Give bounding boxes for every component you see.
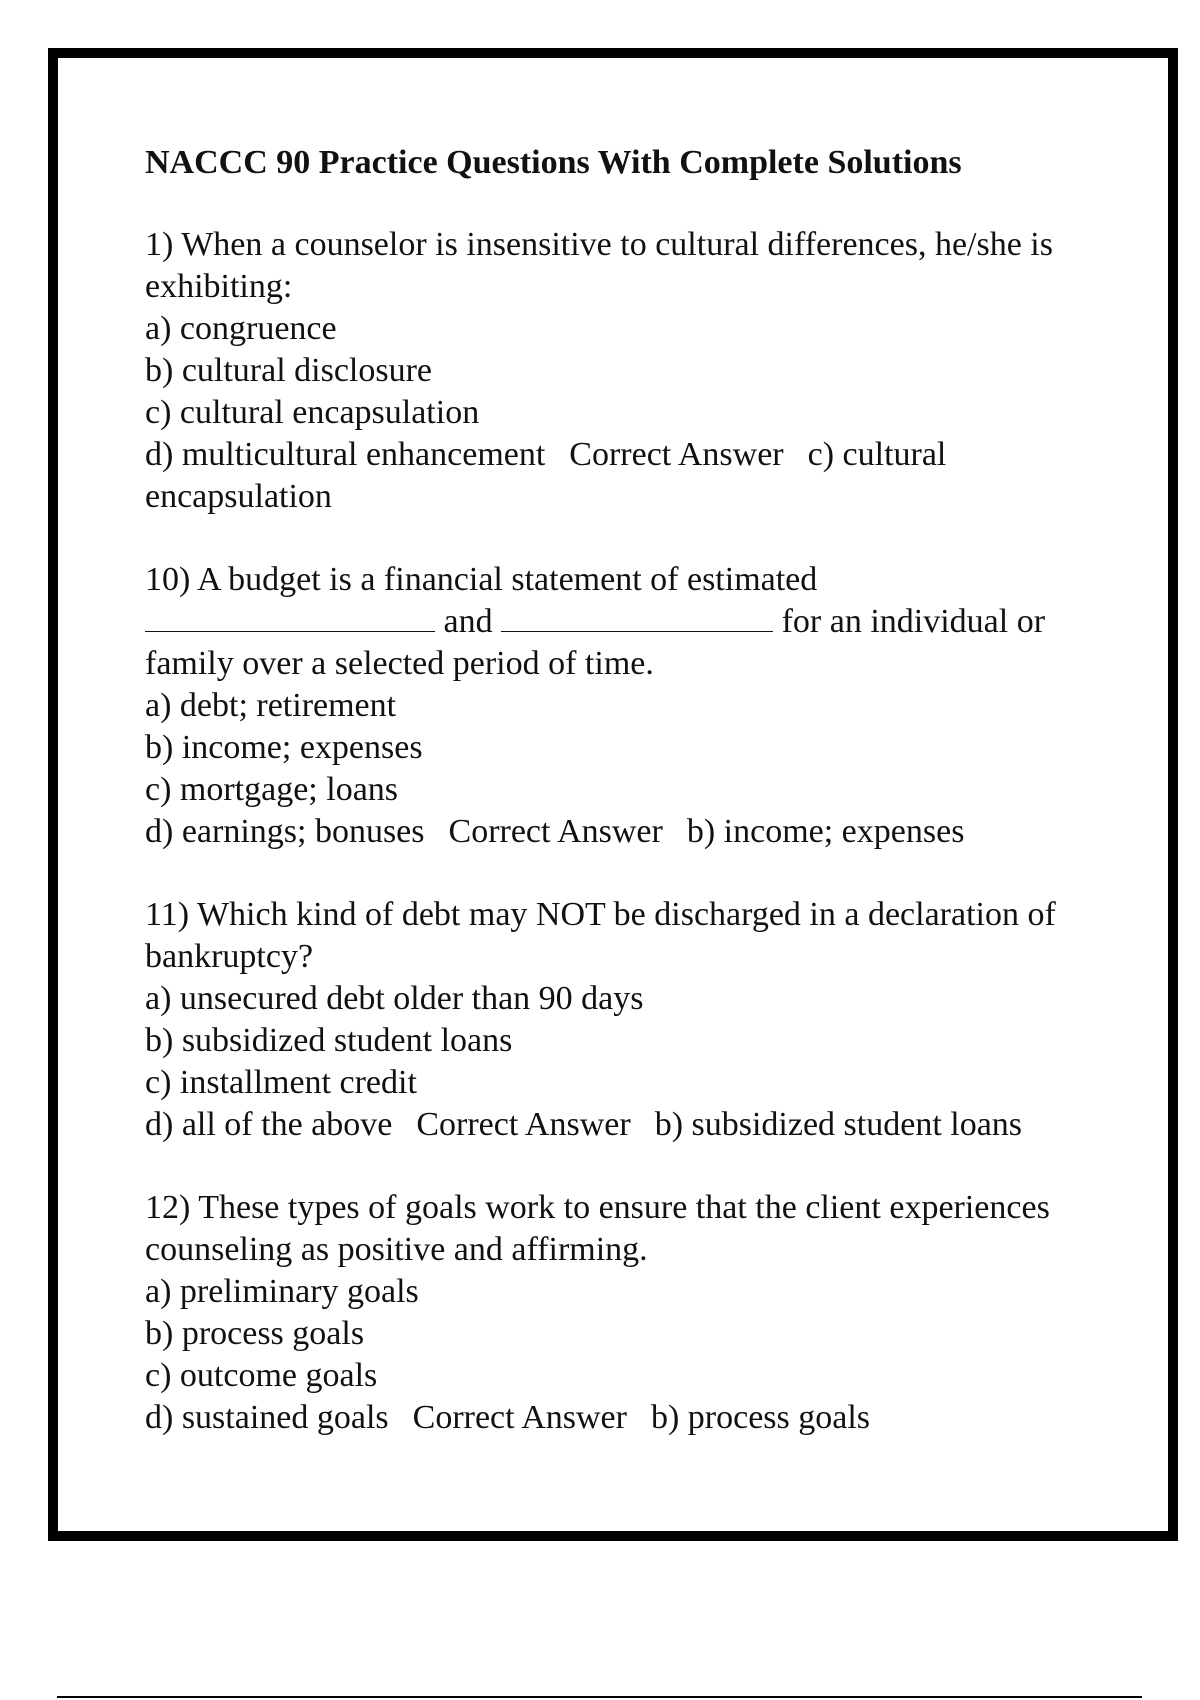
stem-mid: for an individual or [781, 603, 1046, 640]
option-c: c) cultural encapsulation [145, 394, 480, 431]
footer-divider [57, 1696, 1142, 1698]
option-b: b) cultural disclosure [145, 352, 433, 389]
option-d-with-answer [145, 811, 1095, 853]
option-d: d) sustained goals [145, 1399, 389, 1436]
answer-blank [501, 601, 773, 632]
question-1 [145, 224, 1095, 518]
option-c: c) installment credit [145, 1064, 417, 1101]
question-stem-start: 10) A budget is a financial statement of estimated [145, 561, 818, 598]
option-a: a) debt; retirement [145, 687, 397, 724]
document-body [145, 142, 1095, 1480]
question-stem-end: family over a selected period of time. [145, 645, 654, 682]
stem-and: and [443, 603, 493, 640]
option-d-with-answer [145, 1397, 1095, 1439]
correct-answer-label: Correct Answer [416, 1106, 631, 1143]
answer-blank [145, 601, 435, 632]
option-a: a) unsecured debt older than 90 days [145, 980, 644, 1017]
question-stem: 1) When a counselor is insensitive to cultural differences, he/she is exhibiting: [145, 226, 1053, 305]
option-c: c) outcome goals [145, 1357, 378, 1394]
option-a: a) preliminary goals [145, 1273, 419, 1310]
option-d-with-answer [145, 434, 1095, 518]
question-stem: 12) These types of goals work to ensure that the client experiences counseling as positive and affirming. [145, 1189, 1050, 1268]
option-b: b) subsidized student loans [145, 1022, 513, 1059]
option-a: a) congruence [145, 310, 337, 347]
correct-answer-label: Correct Answer [412, 1399, 627, 1436]
option-d: d) multicultural enhancement [145, 436, 546, 473]
question-12 [145, 1187, 1095, 1439]
option-d: d) all of the above [145, 1106, 393, 1143]
correct-answer: b) subsidized student loans [654, 1106, 1023, 1143]
correct-answer: c) cultural encapsulation [145, 436, 947, 515]
option-b: b) income; expenses [145, 729, 423, 766]
question-stem-blanks [145, 601, 1095, 643]
question-11 [145, 894, 1095, 1146]
question-stem: 11) Which kind of debt may NOT be discharged in a declaration of bankruptcy? [145, 896, 1056, 975]
option-d-with-answer [145, 1104, 1095, 1146]
correct-answer-label: Correct Answer [569, 436, 784, 473]
document-title: NACCC 90 Practice Questions With Complete Solutions [145, 144, 962, 181]
option-d: d) earnings; bonuses [145, 813, 425, 850]
correct-answer-label: Correct Answer [448, 813, 663, 850]
option-b: b) process goals [145, 1315, 365, 1352]
correct-answer: b) process goals [650, 1399, 871, 1436]
correct-answer: b) income; expenses [686, 813, 965, 850]
question-10 [145, 559, 1095, 853]
option-c: c) mortgage; loans [145, 771, 399, 808]
